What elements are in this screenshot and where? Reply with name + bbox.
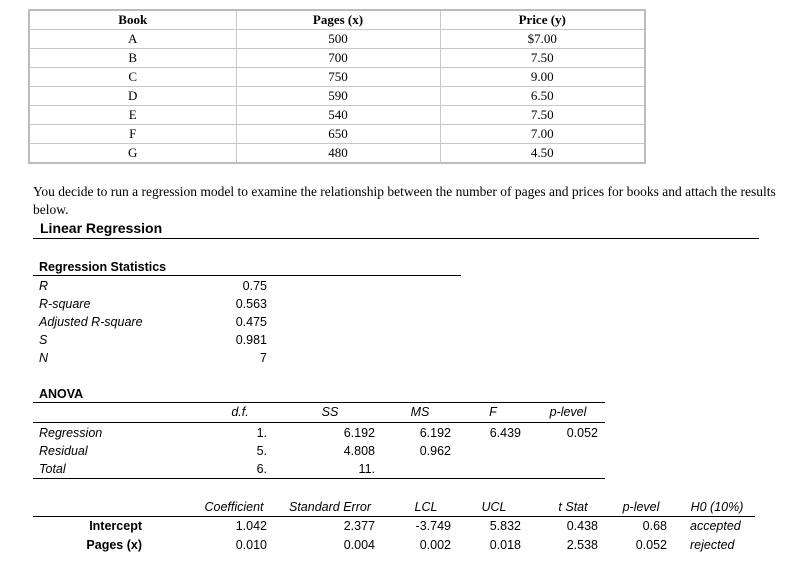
stat-value: 0.563 — [235, 297, 267, 311]
cell-pages: 590 — [236, 87, 440, 106]
table-row — [29, 68, 645, 87]
anova-header-df: d.f. — [231, 405, 249, 419]
coef-value: 1.042 — [235, 519, 267, 533]
coef-ucl: 0.018 — [489, 538, 521, 552]
anova-ss: 11. — [358, 462, 375, 476]
anova-title: ANOVA — [39, 387, 84, 401]
coef-h0: accepted — [690, 519, 741, 533]
anova-f: 6.439 — [489, 426, 521, 440]
cell-price: 6.50 — [440, 87, 645, 106]
coef-tstat: 0.438 — [566, 519, 598, 533]
header-price: Price (y) — [440, 10, 645, 30]
anova-ss: 4.808 — [343, 444, 375, 458]
anova-header-ms: MS — [410, 405, 430, 419]
stat-label: N — [39, 351, 49, 365]
cell-price: 7.00 — [440, 125, 645, 144]
header-pages: Pages (x) — [236, 10, 440, 30]
anova-row-label: Regression — [39, 426, 103, 440]
coef-lcl: -3.749 — [415, 519, 451, 533]
coef-header-h0: H0 (10%) — [690, 500, 744, 514]
stat-label: Adjusted R-square — [39, 315, 143, 329]
coef-tstat: 2.538 — [566, 538, 598, 552]
anova-ms: 0.962 — [419, 444, 451, 458]
coef-p: 0.052 — [635, 538, 667, 552]
coef-header-tstat: t Stat — [558, 500, 588, 514]
coef-header-coefficient: Coefficient — [204, 500, 264, 514]
anova-header-ss: SS — [321, 405, 339, 419]
anova-row-label: Residual — [39, 444, 88, 458]
table-row — [29, 106, 645, 125]
table-row — [29, 49, 645, 68]
linear-regression-title: Linear Regression — [40, 220, 163, 236]
cell-book: C — [29, 68, 236, 87]
cell-book: F — [29, 125, 236, 144]
cell-price: $7.00 — [440, 30, 645, 49]
cell-price: 9.00 — [440, 68, 645, 87]
anova-bottom-divider — [33, 478, 605, 479]
cell-price: 7.50 — [440, 106, 645, 125]
cell-price: 7.50 — [440, 49, 645, 68]
cell-pages: 540 — [236, 106, 440, 125]
stats-divider — [33, 275, 461, 276]
anova-df: 1. — [256, 426, 267, 440]
cell-pages: 750 — [236, 68, 440, 87]
intro-paragraph: You decide to run a regression model to examine the relationship between the number of pages and prices for books and attach the results below. — [33, 184, 776, 217]
coef-row-label: Intercept — [89, 519, 142, 533]
anova-df: 5. — [256, 444, 267, 458]
coef-header-ucl: UCL — [481, 500, 507, 514]
cell-price: 4.50 — [440, 144, 645, 164]
coef-row-label: Pages (x) — [86, 538, 142, 552]
coef-header-lcl: LCL — [414, 500, 438, 514]
table-header-row — [29, 10, 645, 30]
stat-value: 0.475 — [235, 315, 267, 329]
cell-pages: 480 — [236, 144, 440, 164]
table-row — [29, 125, 645, 144]
coef-ucl: 5.832 — [489, 519, 521, 533]
stat-label: R-square — [39, 297, 91, 311]
regression-stats-title: Regression Statistics — [39, 260, 167, 274]
cell-book: D — [29, 87, 236, 106]
coef-header-p: p-level — [622, 500, 660, 514]
stat-value: 7 — [260, 351, 267, 365]
header-book: Book — [29, 10, 236, 30]
coef-h0: rejected — [690, 538, 735, 552]
stat-value: 0.75 — [242, 279, 267, 293]
anova-p: 0.052 — [566, 426, 598, 440]
cell-pages: 500 — [236, 30, 440, 49]
coef-se: 2.377 — [343, 519, 375, 533]
title-divider — [33, 238, 759, 239]
coef-lcl: 0.002 — [419, 538, 451, 552]
anova-header-divider — [33, 422, 605, 423]
stat-label: S — [39, 333, 48, 347]
anova-ms: 6.192 — [419, 426, 451, 440]
stat-label: R — [39, 279, 49, 293]
table-row — [29, 144, 645, 164]
table-row — [29, 87, 645, 106]
cell-book: G — [29, 144, 236, 164]
cell-pages: 650 — [236, 125, 440, 144]
anova-df: 6. — [256, 462, 267, 476]
cell-book: E — [29, 106, 236, 125]
anova-row-label: Total — [39, 462, 66, 476]
coef-se: 0.004 — [343, 538, 375, 552]
cell-book: B — [29, 49, 236, 68]
anova-ss: 6.192 — [343, 426, 375, 440]
books-table — [28, 9, 646, 164]
anova-header-p: p-level — [549, 405, 587, 419]
coef-p: 0.68 — [642, 519, 667, 533]
cell-book: A — [29, 30, 236, 49]
cell-pages: 700 — [236, 49, 440, 68]
anova-header-f: F — [489, 405, 497, 419]
coef-header-se: Standard Error — [289, 500, 371, 514]
table-row — [29, 30, 645, 49]
stat-value: 0.981 — [235, 333, 267, 347]
coef-value: 0.010 — [235, 538, 267, 552]
